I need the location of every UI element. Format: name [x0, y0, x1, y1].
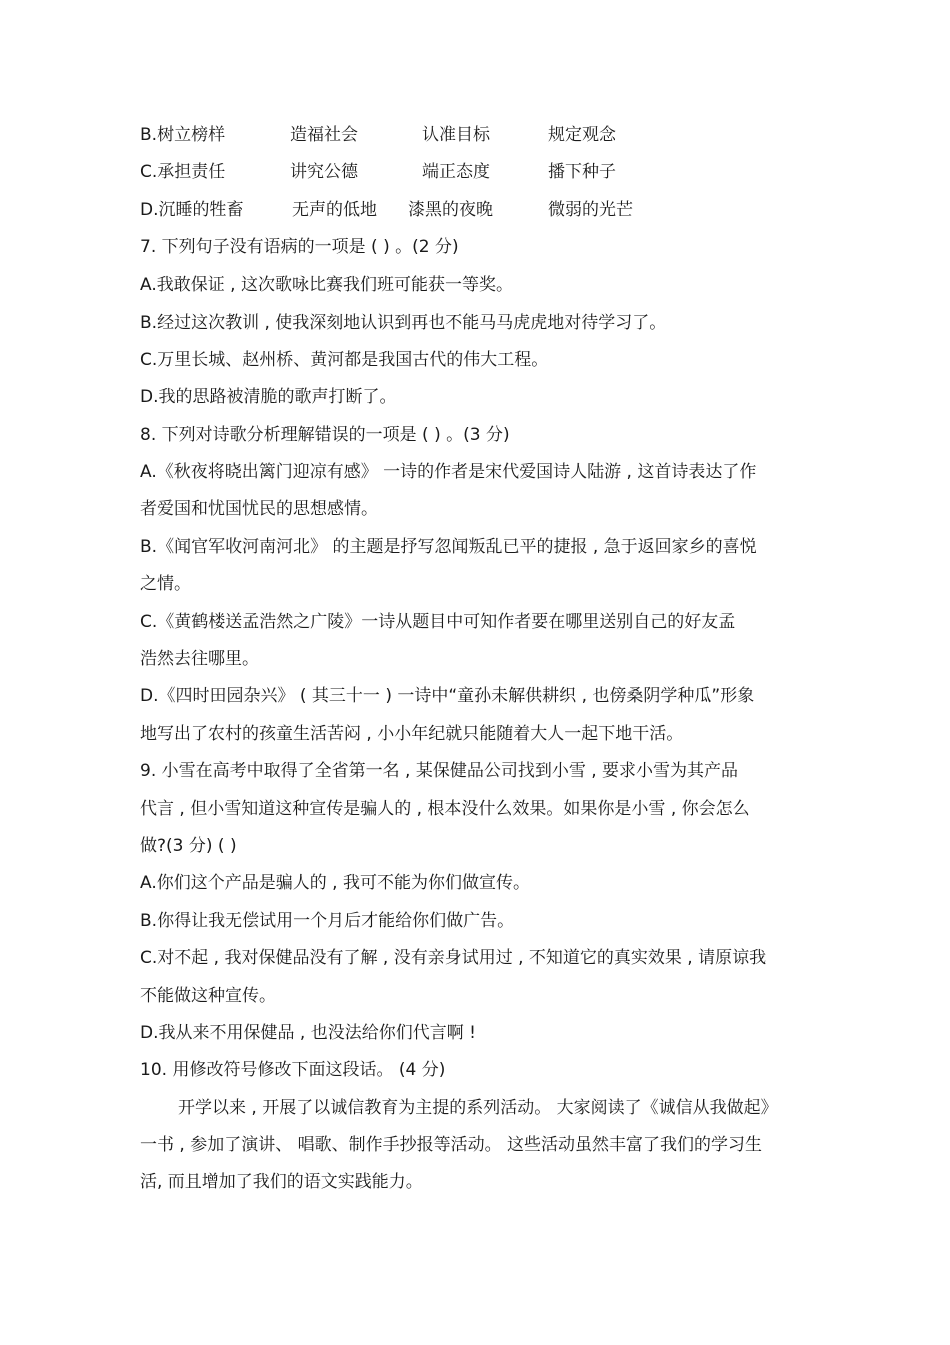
question-9-option-b: B.你得让我无偿试用一个月后才能给你们做广告。: [140, 911, 515, 931]
option-d-1: D.沉睡的牲畜: [140, 200, 244, 220]
question-8-option-a-line2: 者爱国和忧国忧民的思想感情。: [140, 499, 378, 519]
question-9-stem-line1: 9. 小雪在高考中取得了全省第一名 , 某保健品公司找到小雪 , 要求小雪为其产品: [140, 761, 739, 781]
question-10-passage-line2: 一书 , 参加了演讲、 唱歌、制作手抄报等活动。 这些活动虽然丰富了我们的学习生: [140, 1135, 763, 1155]
question-8-option-b-line2: 之情。: [140, 574, 191, 594]
question-7-option-c: C.万里长城、赵州桥、黄河都是我国古代的伟大工程。: [140, 350, 549, 370]
question-10-stem: 10. 用修改符号修改下面这段话。 (4 分): [140, 1060, 446, 1080]
option-b-3: 认准目标: [422, 125, 490, 145]
option-c-1: C.承担责任: [140, 162, 226, 182]
question-8-option-d-line2: 地写出了农村的孩童生活苦闷 , 小小年纪就只能随着大人一起下地干活。: [140, 724, 684, 744]
option-b-1: B.树立榜样: [140, 125, 226, 145]
option-c-3: 端正态度: [422, 162, 490, 182]
question-10-passage-line3: 活, 而且增加了我们的语文实践能力。: [140, 1172, 423, 1192]
option-d-3: 漆黑的夜晚: [408, 200, 493, 220]
question-8-option-d-line1: D.《四时田园杂兴》 ( 其三十一 ) 一诗中“童孙未解供耕织 , 也傍桑阴学种瓜”形象: [140, 686, 755, 706]
option-c-2: 讲究公德: [290, 162, 358, 182]
question-7-stem: 7. 下列句子没有语病的一项是 ( ) 。(2 分): [140, 237, 459, 257]
question-7-option-a: A.我敢保证 , 这次歌咏比赛我们班可能获一等奖。: [140, 275, 513, 295]
question-9-stem-line3: 做?(3 分) ( ): [140, 836, 237, 856]
option-d-2: 无声的低地: [292, 200, 377, 220]
question-7-option-b: B.经过这次教训 , 使我深刻地认识到再也不能马马虎虎地对待学习了。: [140, 313, 667, 333]
question-8-option-b-line1: B.《闻官军收河南河北》 的主题是抒写忽闻叛乱已平的捷报 , 急于返回家乡的喜悦: [140, 537, 757, 557]
question-9-stem-line2: 代言 , 但小雪知道这种宣传是骗人的 , 根本没什么效果。如果你是小雪 , 你会怎么: [140, 799, 750, 819]
option-b-4: 规定观念: [548, 125, 616, 145]
option-b-2: 造福社会: [290, 125, 358, 145]
option-d-4: 微弱的光芒: [548, 200, 633, 220]
option-c-4: 播下种子: [548, 162, 616, 182]
question-8-stem: 8. 下列对诗歌分析理解错误的一项是 ( ) 。(3 分): [140, 425, 510, 445]
question-9-option-a: A.你们这个产品是骗人的 , 我可不能为你们做宣传。: [140, 873, 530, 893]
question-9-option-c-line1: C.对不起 , 我对保健品没有了解 , 没有亲身试用过 , 不知道它的真实效果 , 请原谅我: [140, 948, 767, 968]
question-7-option-d: D.我的思路被清脆的歌声打断了。: [140, 387, 397, 407]
question-9-option-c-line2: 不能做这种宣传。: [140, 986, 276, 1006]
question-10-passage-line1: 开学以来 , 开展了以诚信教育为主提的系列活动。 大家阅读了《诚信从我做起》: [178, 1098, 778, 1118]
question-8-option-a-line1: A.《秋夜将晓出篱门迎凉有感》 一诗的作者是宋代爱国诗人陆游 , 这首诗表达了作: [140, 462, 757, 482]
question-8-option-c-line2: 浩然去往哪里。: [140, 649, 259, 669]
question-9-option-d: D.我从来不用保健品 , 也没法给你们代言啊 !: [140, 1023, 476, 1043]
question-8-option-c-line1: C.《黄鹤楼送孟浩然之广陵》一诗从题目中可知作者要在哪里送别自己的好友孟: [140, 612, 736, 632]
